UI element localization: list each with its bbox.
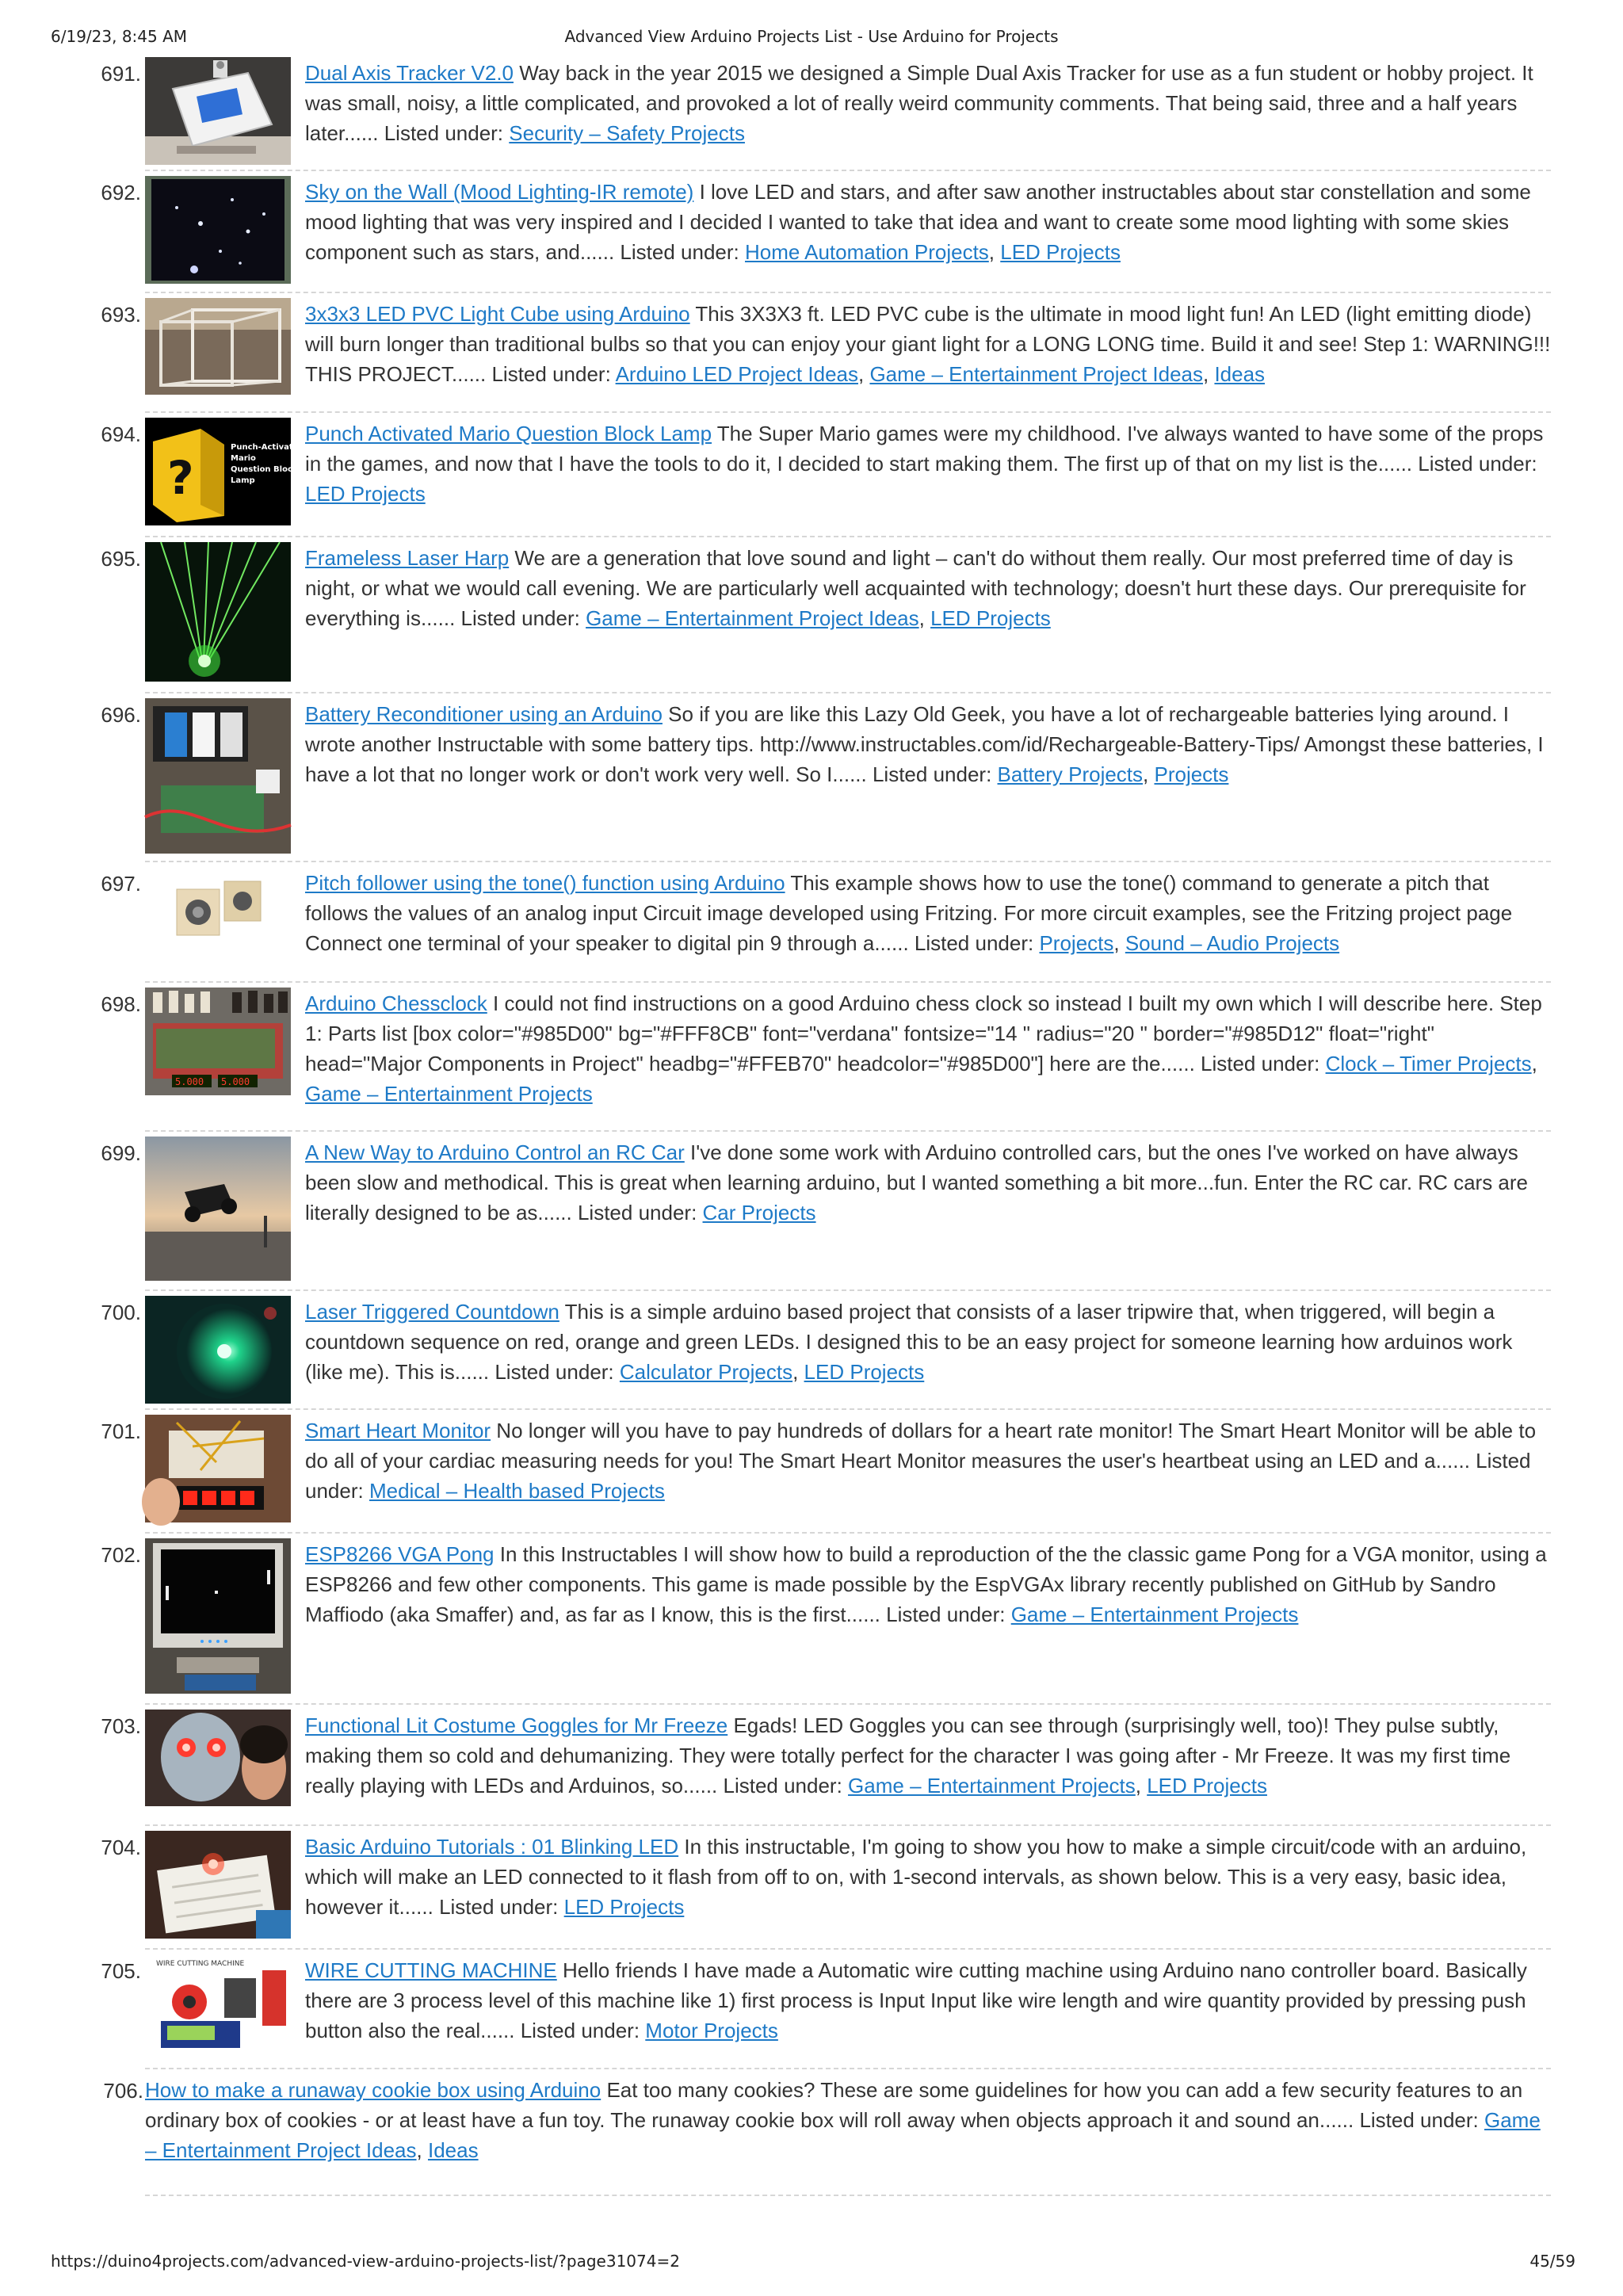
list-item	[101, 1950, 1551, 2069]
project-text	[305, 1410, 1551, 1506]
thumb-caption-line: Lamp	[231, 476, 255, 485]
item-number: 700.	[101, 1301, 141, 1324]
category-link[interactable]: Calculator Projects	[619, 1360, 793, 1384]
category-link[interactable]: Motor Projects	[645, 2019, 778, 2042]
list-item	[101, 983, 1551, 1132]
category-link[interactable]: Game – Entertainment Projects	[848, 1774, 1136, 1797]
project-text	[305, 413, 1551, 509]
category-link[interactable]: Game – Entertainment Projects	[1010, 1603, 1299, 1626]
project-description: In this Instructables I will show how to build a reproduction of the the classic game Pong for a VGA monitor, using a ESP8266 and few other components. This game is made possible by the EspVGAx library recently published on GitHub by Sandro Maffiodo (aka Smaffer) and, as far as I know, this is the first...... Listed under:	[305, 1542, 1547, 1626]
item-number: 695.	[101, 547, 141, 571]
project-thumbnail[interactable]	[145, 57, 291, 165]
project-list	[0, 52, 1623, 2196]
category-link[interactable]: LED Projects	[1000, 240, 1121, 264]
project-thumbnail[interactable]	[145, 867, 291, 954]
item-number: 705.	[101, 1959, 141, 1983]
project-description: Hello friends I have made a Automatic wire cutting machine using Arduino nano controller board. Basically there are 3 process level of this machine like 1) first process is Input Input like wire length and wire quantity provided by pressing push button also the real...... Listed under:	[305, 1958, 1527, 2042]
project-text: Arduino Chessclock I could not find instructions on a good Arduino chess clock so instead I built my own which I will describe here. Step 1: Parts list [box color="#985D00" bg="#FFF8CB" font="verdana" fontsize="14 " radius="20 " border="#985D12" float="right" head="Major Components in Project" headbg="#FFEB70" headcolor="#985D00"] here are the...... Listed under: Clock – Timer Projects, Game – Entertainment Projects	[305, 991, 1542, 1106]
project-text	[305, 1132, 1551, 1228]
item-number: 706.	[103, 2079, 143, 2103]
project-thumbnail[interactable]	[145, 418, 304, 525]
thumb-caption-line: Question Block	[231, 465, 298, 474]
star-wall-image	[145, 176, 291, 284]
list-item	[101, 52, 1551, 171]
item-number: 692.	[101, 181, 141, 204]
project-title-link[interactable]: Punch Activated Mario Question Block Lamp	[305, 422, 712, 445]
category-link[interactable]: Medical – Health based Projects	[369, 1479, 665, 1503]
category-link[interactable]: Game – Entertainment Projects	[305, 1082, 593, 1106]
svg-text:?: ?	[167, 451, 194, 505]
list-item	[101, 537, 1551, 693]
category-link[interactable]: Game – Entertainment Project Ideas	[145, 2108, 1541, 2162]
list-item	[101, 1705, 1551, 1826]
project-thumbnail[interactable]	[145, 1710, 291, 1806]
item-number: 693.	[101, 303, 141, 327]
project-title-link[interactable]: 3x3x3 LED PVC Light Cube using Arduino	[305, 302, 690, 326]
project-description: So if you are like this Lazy Old Geek, you have a lot of rechargeable batteries lying around. I wrote another Instructable with some battery tips. http://www.instructables.com/id/Rechargeable-Battery-Tips/ Amongst these batteries, I have a lot that no longer work or don't work very well. So I...... Listed under:	[305, 702, 1544, 786]
project-title-link[interactable]: WIRE CUTTING MACHINE	[305, 1958, 557, 1982]
project-thumbnail[interactable]	[145, 1415, 291, 1522]
list-item	[101, 693, 1551, 862]
item-number: 698.	[101, 992, 141, 1016]
goggles-image	[145, 1710, 291, 1806]
project-thumbnail[interactable]	[145, 542, 291, 682]
list-item	[101, 1410, 1551, 1534]
category-link[interactable]: LED Projects	[930, 606, 1051, 630]
project-thumbnail[interactable]	[145, 1296, 291, 1404]
list-item	[101, 1826, 1551, 1950]
project-thumbnail[interactable]	[145, 1538, 291, 1694]
list-item	[101, 1132, 1551, 1291]
thumb-caption-line: Mario	[231, 454, 256, 463]
project-description: This 3X3X3 ft. LED PVC cube is the ultimate in mood light fun! An LED (light emitting diode) will burn longer than traditional bulbs so that you can enjoy your giant light for a LONG LONG time. Build it and see! Step 1: WARNING!!! THIS PROJECT...... Listed under:	[305, 302, 1551, 386]
project-description: Egads! LED Goggles you can see through (surprisingly well, too)! They pulse subtly, making them so cold and dehumanizing. They were totally perfect for the character I was going after - Mr Freeze. It was my first time really playing with LEDs and Arduinos, so...... Listed under:	[305, 1713, 1511, 1797]
project-text	[305, 1826, 1551, 1922]
print-url: https://duino4projects.com/advanced-view-arduino-projects-list/?page31074=2	[51, 2252, 680, 2271]
project-description: I love LED and stars, and after saw another instructables about star constellation and some mood lighting that was very inspired and I decided I wanted to take that idea and want to create some mood lighting with some skies component such as stars, and...... Listed under:	[305, 180, 1531, 264]
project-title-link[interactable]: Laser Triggered Countdown	[305, 1300, 559, 1324]
project-title-link[interactable]: Arduino Chessclock	[305, 991, 487, 1015]
page-number: 45/59	[1529, 2252, 1575, 2271]
category-link[interactable]: Security – Safety Projects	[509, 121, 745, 145]
project-text: Sky on the Wall (Mood Lighting-IR remote) I love LED and stars, and after saw another instructables about star constellation and some mood lighting that was very inspired and I decided I wanted to take that idea and want to create some mood lighting with some skies component such as stars, and...... Listed under: Home Automation Projects, LED Projects	[305, 180, 1531, 264]
chessclock-image	[145, 988, 291, 1095]
project-description: This is a simple arduino based project that consists of a laser tripwire that, when triggered, will begin a countdown sequence on red, orange and green LEDs. I designed this to be an easy project for someone learning how arduinos work (like me). This is...... Listed under:	[305, 1300, 1513, 1384]
item-number: 694.	[101, 422, 141, 446]
item-number: 691.	[101, 62, 141, 86]
project-thumbnail[interactable]	[145, 1954, 291, 2054]
project-title-link[interactable]: Sky on the Wall (Mood Lighting-IR remote)	[305, 180, 694, 204]
project-thumbnail[interactable]	[145, 298, 291, 395]
project-title-link[interactable]: Basic Arduino Tutorials : 01 Blinking LED	[305, 1835, 679, 1859]
clock-digits: 5.000	[175, 1076, 204, 1087]
print-page-title: Advanced View Arduino Projects List - Use Arduino for Projects	[564, 27, 1059, 46]
project-description: We are a generation that love sound and light – can't do without them really. Our most preferred time of day is night, or what we would call evening. We are particularly well acquainted with technology; doesn't hurt these days. Our prerequisite for everything is...... Listed under:	[305, 546, 1526, 630]
project-text: How to make a runaway cookie box using Arduino Eat too many cookies? These are some guidelines for how you can add a few security features to an ordinary box of cookies - or at least have a fun toy. The runaway cookie box will roll away when objects approach it and sound an...... Listed under: Game – Entertainment Project Ideas, Ideas	[145, 2078, 1541, 2162]
speaker-image	[145, 867, 291, 954]
category-link[interactable]: Projects	[1039, 931, 1114, 955]
project-text: Frameless Laser Harp We are a generation that love sound and light – can't do without them really. Our most preferred time of day is night, or what we would call evening. We are particularly well acquainted with technology; doesn't hurt these days. Our prerequisite for everything is...... Listed under: Game – Entertainment Project Ideas, LED Projects	[305, 546, 1526, 630]
project-text	[305, 1534, 1551, 1629]
category-link[interactable]: LED Projects	[563, 1895, 685, 1919]
category-link[interactable]: Ideas	[1214, 362, 1266, 386]
item-number: 702.	[101, 1543, 141, 1567]
project-text: Laser Triggered Countdown This is a simple arduino based project that consists of a laser tripwire that, when triggered, will begin a countdown sequence on red, orange and green LEDs. I designed this to be an easy project for someone learning how arduinos work (like me). This is...... Listed under: Calculator Projects, LED Projects	[305, 1300, 1513, 1384]
category-link[interactable]: Battery Projects	[997, 762, 1144, 786]
list-item	[101, 293, 1551, 413]
project-thumbnail[interactable]	[145, 1831, 291, 1939]
project-description: This example shows how to use the tone() command to generate a pitch that follows the values of an analog input Circuit image developed using Fritzing. For more circuit examples, see the Fritzing project page Connect one terminal of your speaker to digital pin 9 through a...... Listed under:	[305, 871, 1513, 955]
item-number: 697.	[101, 872, 141, 896]
thumb-caption-line: Punch-Activated	[231, 443, 304, 452]
project-title-link[interactable]: ESP8266 VGA Pong	[305, 1542, 495, 1566]
project-description: Way back in the year 2015 we designed a Simple Dual Axis Tracker for use as a fun student or hobby project. It was small, noisy, a little complicated, and provoked a lot of really weird community comments. That being said, three and a half years later...... Listed under:	[305, 61, 1533, 145]
led-cube-image	[145, 298, 291, 395]
project-thumbnail[interactable]	[145, 698, 291, 854]
category-link[interactable]: Projects	[1154, 762, 1229, 786]
item-number: 704.	[101, 1836, 141, 1859]
item-number: 696.	[101, 703, 141, 727]
project-title-link[interactable]: Pitch follower using the tone() function using Arduino	[305, 871, 785, 895]
project-thumbnail[interactable]	[145, 176, 291, 284]
mario-block-image	[145, 418, 304, 525]
battery-reconditioner-image	[145, 698, 291, 854]
item-number: 699.	[101, 1141, 141, 1165]
project-title-link[interactable]: A New Way to Arduino Control an RC Car	[305, 1140, 685, 1164]
print-date: 6/19/23, 8:45 AM	[51, 27, 188, 46]
project-title-link[interactable]: Battery Reconditioner using an Arduino	[305, 702, 663, 726]
category-link[interactable]: Clock – Timer Projects	[1325, 1052, 1532, 1075]
project-text: Pitch follower using the tone() function using Arduino This example shows how to use the tone() command to generate a pitch that follows the values of an analog input Circuit image developed using Fritzing. For more circuit examples, see the Fritzing project page Connect one terminal of your speaker to digital pin 9 through a...... Listed under: Projects, Sound – Audio Projects	[305, 871, 1513, 955]
project-thumbnail[interactable]	[145, 988, 291, 1095]
blinking-led-image	[145, 1831, 291, 1939]
category-link[interactable]: LED Projects	[1147, 1774, 1267, 1797]
category-link[interactable]: Car Projects	[702, 1201, 816, 1224]
project-description: No longer will you have to pay hundreds of dollars for a heart rate monitor! The Smart Heart Monitor will be able to do all of your cardiac measuring needs for you! The Smart Heart Monitor measures the user's heartbeat using an LED and a...... Listed under:	[305, 1419, 1537, 1503]
wire-cutting-image	[145, 1954, 291, 2054]
project-title-link[interactable]: Functional Lit Costume Goggles for Mr Freeze	[305, 1713, 728, 1737]
vga-pong-image	[145, 1538, 291, 1694]
category-link[interactable]: Ideas	[427, 2138, 479, 2162]
list-item	[101, 1291, 1551, 1410]
project-description: I could not find instructions on a good Arduino chess clock so instead I built my own which I will describe here. Step 1: Parts list [box color="#985D00" bg="#FFF8CB" font="verdana" fontsize="14 " radius="20 " border="#985D12" float="right" head="Major Components in Project" headbg="#FFEB70" headcolor="#985D00"] here are the...... Listed under:	[305, 991, 1542, 1075]
category-link[interactable]: LED Projects	[305, 482, 426, 506]
project-text: Functional Lit Costume Goggles for Mr Freeze Egads! LED Goggles you can see through (surprisingly well, too)! They pulse subtly, making them so cold and dehumanizing. They were totally perfect for the character I was going after - Mr Freeze. It was my first time really playing with LEDs and Arduinos, so...... Listed under: Game – Entertainment Projects, LED Projects	[305, 1713, 1511, 1797]
item-number: 701.	[101, 1419, 141, 1443]
list-item	[101, 1534, 1551, 1705]
project-description: In this instructable, I'm going to show you how to make a simple circuit/code with an arduino, which will make an LED connected to it flash from off to on, with 1-second intervals, as shown below. This is a very easy, basic idea, however it...... Listed under:	[305, 1835, 1527, 1919]
print-footer	[0, 2241, 1623, 2296]
item-number: 703.	[101, 1714, 141, 1738]
list-item	[101, 862, 1551, 983]
list-item	[101, 171, 1551, 293]
category-link[interactable]: Sound – Audio Projects	[1125, 931, 1340, 955]
category-link[interactable]: Home Automation Projects	[744, 240, 989, 264]
category-link[interactable]: LED Projects	[804, 1360, 925, 1384]
project-description: I've done some work with Arduino controlled cars, but the ones I've worked on have always been slow and methodical. This is great when learning arduino, but I wanted something a bit more...fun. Enter the RC car. RC cars are literally designed to be as...... Listed under:	[305, 1140, 1529, 1224]
rc-car-image	[145, 1137, 291, 1281]
project-text: 3x3x3 LED PVC Light Cube using Arduino This 3X3X3 ft. LED PVC cube is the ultimate in mood light fun! An LED (light emitting diode) will burn longer than traditional bulbs so that you can enjoy your giant light for a LONG LONG time. Build it and see! Step 1: WARNING!!! THIS PROJECT...... Listed under: Arduino LED Project Ideas, Game – Entertainment Project Ideas, Ideas	[305, 302, 1551, 386]
clock-digits: 5.000	[221, 1076, 250, 1087]
project-description: Eat too many cookies? These are some guidelines for how you can add a few security features to an ordinary box of cookies - or at least have a fun toy. The runaway cookie box will roll away when objects approach it and sound an...... Listed under:	[145, 2078, 1523, 2132]
project-text	[305, 52, 1551, 148]
project-text	[305, 1950, 1551, 2046]
project-thumbnail[interactable]	[145, 1137, 291, 1281]
project-description: The Super Mario games were my childhood. I've always wanted to have some of the props in the games, and now that I have the tools to do it, I decided to start making them. The first up of that on my list is the...... Listed under:	[305, 422, 1544, 476]
project-title-link[interactable]: Frameless Laser Harp	[305, 546, 510, 570]
category-link[interactable]: Arduino LED Project Ideas	[615, 362, 858, 386]
heart-monitor-image	[145, 1415, 291, 1522]
list-item	[101, 413, 1551, 537]
category-link[interactable]: Game – Entertainment Project Ideas	[586, 606, 919, 630]
list-item	[103, 2069, 1551, 2196]
laser-countdown-image	[145, 1296, 291, 1404]
tracker-image	[145, 57, 291, 165]
thumb-caption-line: WIRE CUTTING MACHINE	[156, 1960, 245, 1968]
laser-harp-image	[145, 542, 291, 682]
category-link[interactable]: Game – Entertainment Project Ideas	[869, 362, 1203, 386]
project-title-link[interactable]: How to make a runaway cookie box using Arduino	[145, 2078, 601, 2102]
project-title-link[interactable]: Dual Axis Tracker V2.0	[305, 61, 514, 85]
project-text: Battery Reconditioner using an Arduino So if you are like this Lazy Old Geek, you have a lot of rechargeable batteries lying around. I wrote another Instructable with some battery tips. http://www.instructables.com/id/Rechargeable-Battery-Tips/ Amongst these batteries, I have a lot that no longer work or don't work very well. So I...... Listed under: Battery Projects, Projects	[305, 702, 1544, 786]
project-title-link[interactable]: Smart Heart Monitor	[305, 1419, 491, 1442]
